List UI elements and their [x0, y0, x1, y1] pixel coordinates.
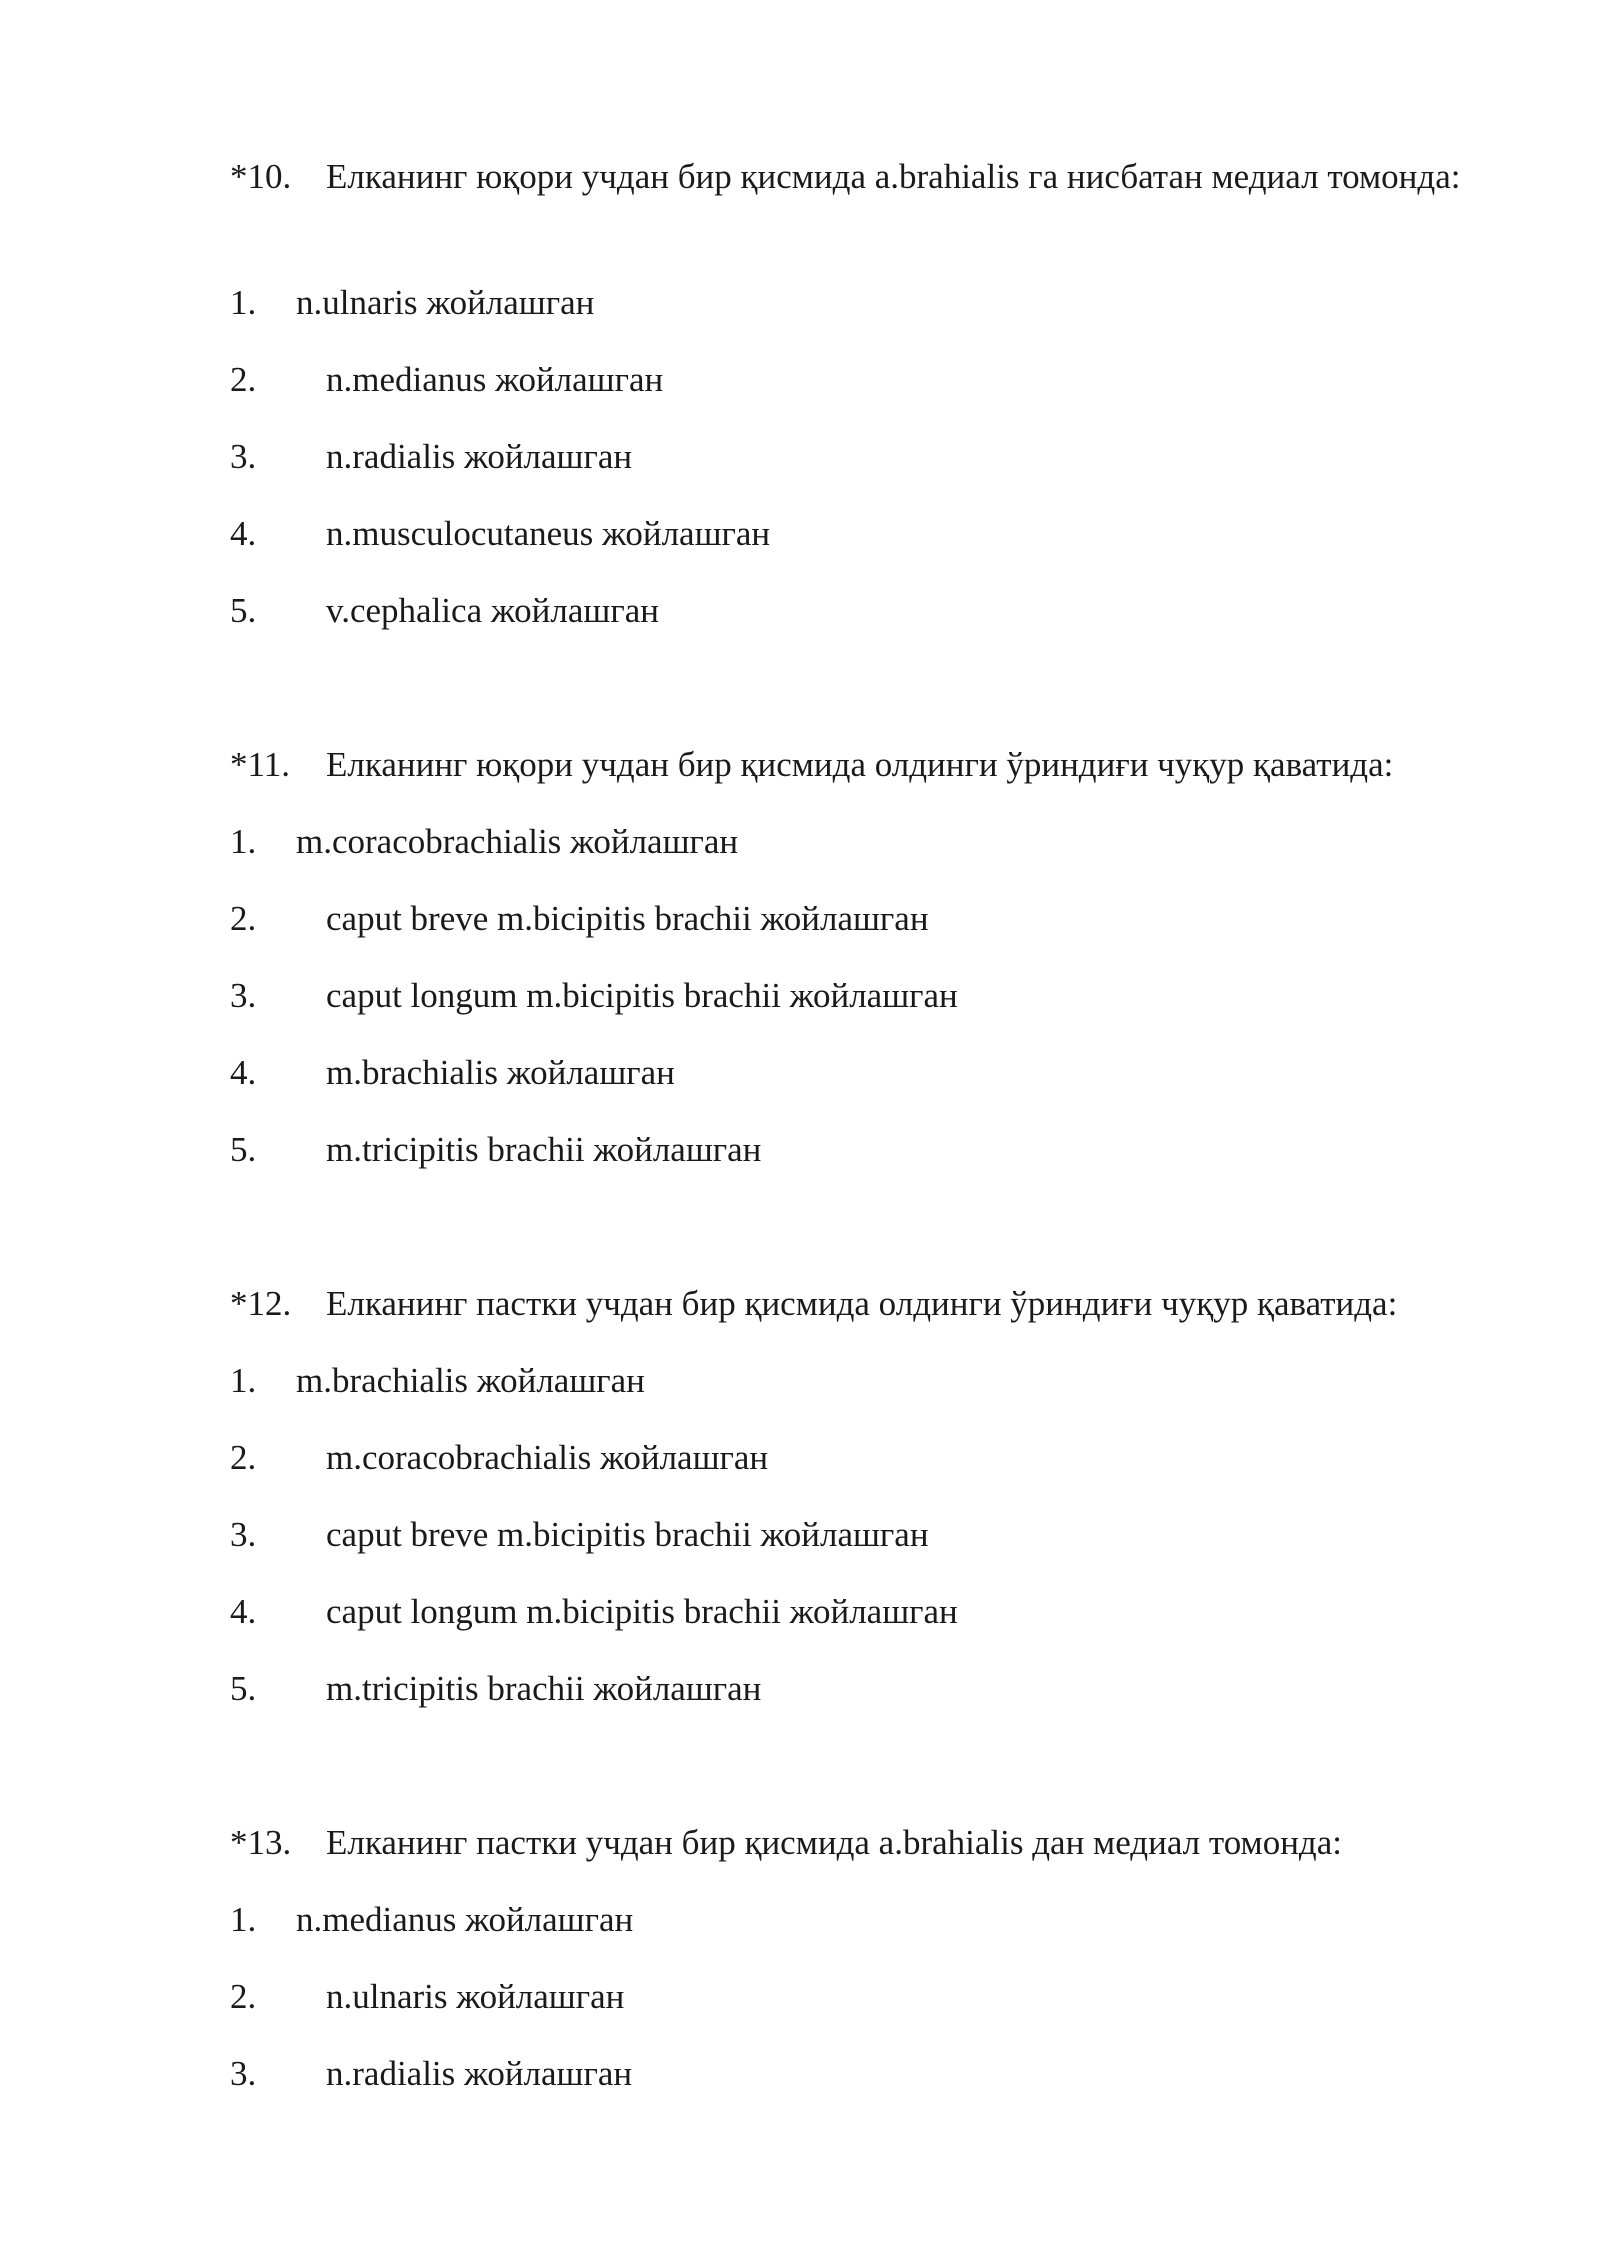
option-item [230, 894, 929, 944]
option-text: m.coracobrachialis жойлашган [326, 1438, 769, 1477]
option-text: n.medianus жойлашган [296, 1900, 634, 1939]
option-text: caput breve m.bicipitis brachii жойлашган [326, 899, 929, 938]
question-number: *10. [230, 157, 292, 196]
option-text: m.brachialis жойлашган [326, 1053, 675, 1092]
option-item [230, 1587, 958, 1637]
option-item [230, 1433, 768, 1483]
option-number: 5. [230, 1669, 257, 1708]
option-text: n.musculocutaneus жойлашган [326, 514, 771, 553]
question-text: Елканинг пастки учдан бир қисмида a.brahialis дан медиал томонда: [326, 1823, 1342, 1862]
option-text: n.ulnaris жойлашган [326, 1977, 625, 2016]
option-item [230, 1125, 761, 1175]
option-item [230, 1895, 633, 1945]
option-number: 2. [230, 1438, 257, 1477]
option-text: n.medianus жойлашган [326, 360, 664, 399]
option-text: n.ulnaris жойлашган [296, 283, 595, 322]
option-item [230, 971, 958, 1021]
option-number: 3. [230, 1515, 257, 1554]
option-item [230, 1356, 645, 1406]
option-text: m.coracobrachialis жойлашган [296, 822, 739, 861]
question-stem [230, 152, 1530, 202]
question-text: Елканинг пастки учдан бир қисмида олдинги ўриндиғи чуқур қаватида: [326, 1284, 1398, 1323]
option-number: 4. [230, 514, 257, 553]
question-number: *13. [230, 1823, 292, 1862]
option-item [230, 1048, 675, 1098]
option-number: 4. [230, 1053, 257, 1092]
option-item [230, 586, 659, 636]
option-text: caput breve m.bicipitis brachii жойлашган [326, 1515, 929, 1554]
question-11 [230, 740, 1530, 790]
question-stem [230, 740, 1530, 790]
option-item [230, 2049, 632, 2099]
option-item [230, 817, 738, 867]
question-stem [230, 1818, 1530, 1868]
question-text: Елканинг юқори учдан бир қисмида a.brahialis га нисбатан медиал томонда: [326, 157, 1461, 196]
option-number: 3. [230, 976, 257, 1015]
option-number: 1. [230, 822, 257, 861]
question-text: Елканинг юқори учдан бир қисмида олдинги ўриндиғи чуқур қаватида: [326, 745, 1394, 784]
question-10 [230, 152, 1530, 202]
option-item [230, 1510, 929, 1560]
option-number: 2. [230, 1977, 257, 2016]
option-number: 3. [230, 437, 257, 476]
option-item [230, 278, 594, 328]
question-13 [230, 1818, 1530, 1868]
option-item [230, 1664, 761, 1714]
option-number: 3. [230, 2054, 257, 2093]
option-number: 2. [230, 899, 257, 938]
option-number: 5. [230, 591, 257, 630]
option-number: 4. [230, 1592, 257, 1631]
option-text: m.brachialis жойлашган [296, 1361, 645, 1400]
option-text: caput longum m.bicipitis brachii жойлашган [326, 1592, 958, 1631]
option-text: n.radialis жойлашган [326, 437, 633, 476]
question-number: *12. [230, 1284, 292, 1323]
option-item [230, 355, 663, 405]
option-item [230, 509, 770, 559]
question-12 [230, 1279, 1530, 1329]
option-number: 2. [230, 360, 257, 399]
option-number: 1. [230, 283, 257, 322]
option-text: m.tricipitis brachii жойлашган [326, 1669, 762, 1708]
option-text: v.cephalica жойлашган [326, 591, 659, 630]
option-number: 1. [230, 1900, 257, 1939]
option-text: n.radialis жойлашган [326, 2054, 633, 2093]
option-item [230, 432, 632, 482]
option-number: 1. [230, 1361, 257, 1400]
question-number: *11. [230, 745, 290, 784]
option-item [230, 1972, 624, 2022]
question-stem [230, 1279, 1530, 1329]
option-text: caput longum m.bicipitis brachii жойлашган [326, 976, 958, 1015]
option-number: 5. [230, 1130, 257, 1169]
option-text: m.tricipitis brachii жойлашган [326, 1130, 762, 1169]
